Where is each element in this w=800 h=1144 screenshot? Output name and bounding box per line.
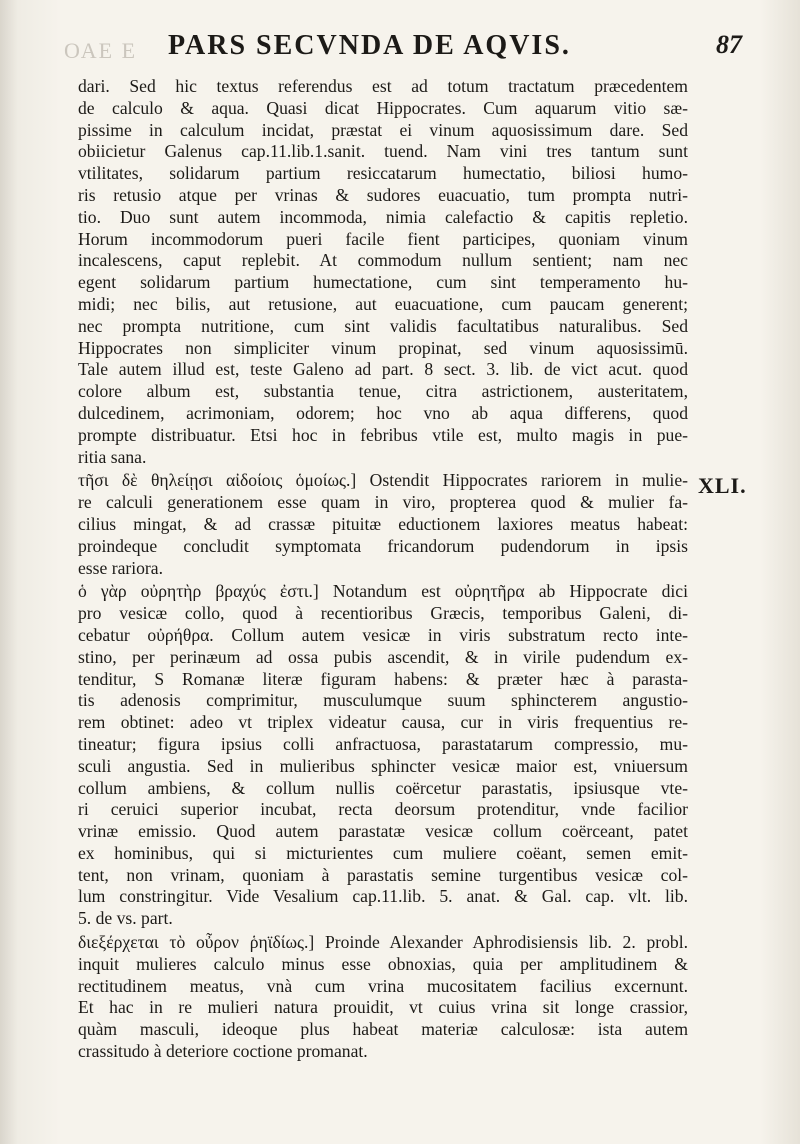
- text-line: incalescens, caput replebit. At commodum nullum sentient; nam nec: [78, 250, 688, 271]
- margin-section-number: XLI.: [698, 473, 747, 498]
- text-line: ex hominibus, qui si micturientes cum muliere coëant, semen emit-: [78, 842, 688, 863]
- running-head: PARS SECVNDA DE AQVIS.: [168, 30, 571, 61]
- text-line: Hippocrates non simpliciter vinum propinat, sed vinum aquosissimū.: [78, 337, 688, 358]
- text-line: tis adenosis comprimitur, musculumque suum sphincterem angustio-: [78, 690, 688, 711]
- text-line: τῆσι δὲ θηλείῃσι αἰδοίοις ὁμοίως.] Ostendit Hippocrates rariorem in mulie-: [78, 470, 688, 491]
- page-number: 87: [716, 30, 742, 59]
- text-line: de calculo & aqua. Quasi dicat Hippocrates. Cum aquarum vitio sæ-: [78, 97, 688, 118]
- text-line: re calculi generationem esse quam in viro, propterea quod & mulier fa-: [78, 492, 688, 513]
- paragraph: [78, 470, 688, 579]
- text-line: obiicietur Galenus cap.11.lib.1.sanit. tuend. Nam vini tres tantum sunt: [78, 141, 688, 162]
- text-line: quàm masculi, ideoque plus habeat materiæ calculosæ: ista autem: [78, 1019, 688, 1040]
- text-line: dulcedinem, acrimoniam, odorem; hoc vno ab aqua differens, quod: [78, 402, 688, 423]
- text-line: sculi angustia. Sed in mulieribus sphincter vesicæ maior est, vniuersum: [78, 755, 688, 776]
- text-line: pro vesicæ collo, quod à recentioribus Græcis, temporibus Galeni, di-: [78, 603, 688, 624]
- text-line: dari. Sed hic textus referendus est ad totum tractatum præcedentem: [78, 76, 688, 96]
- paragraph: [78, 76, 688, 468]
- text-line: ri ceruici superior incubat, recta deorsum protenditur, vnde facilior: [78, 799, 688, 820]
- text-body: [78, 76, 688, 1065]
- text-line: midi; nec bilis, aut retusione, aut euacuatione, cum paucam generent;: [78, 293, 688, 314]
- text-line: vrinæ emissio. Quod autem parastatæ vesicæ collum coërceant, patet: [78, 821, 688, 842]
- bleed-through-text: ОАЕ Е: [64, 38, 138, 63]
- text-line: tent, non vrinam, quoniam à parastatis semine turgentibus vesicæ col-: [78, 864, 688, 885]
- text-line: Tale autem illud est, teste Galeno ad part. 8 sect. 3. lib. de vict acut. quod: [78, 359, 688, 380]
- text-line: cilius mingat, & ad crassæ pituitæ eductionem laxiores meatus habeat:: [78, 513, 688, 534]
- text-line: proindeque concludit symptomata fricandorum pudendorum in ipsis: [78, 535, 688, 556]
- text-line: prompte distribuatur. Etsi hoc in febribus vtile est, multo magis in pue-: [78, 424, 688, 445]
- text-line: rectitudinem meatus, vnà cum vrina mucositatem facilius excernunt.: [78, 975, 688, 996]
- text-line: lum constringitur. Vide Vesalium cap.11.lib. 5. anat. & Gal. cap. vlt. lib.: [78, 886, 688, 907]
- text-line: διεξέρχεται τὸ οὖρον ῥηϊδίως.] Proinde Alexander Aphrodisiensis lib. 2. probl.: [78, 932, 688, 953]
- text-line: pissime in calculum incidat, præstat ei vinum aquosissimum dare. Sed: [78, 119, 688, 140]
- page-header: [60, 30, 760, 72]
- text-line: Horum incommodorum pueri facile fient participes, quoniam vinum: [78, 228, 688, 249]
- text-line: ritia sana.: [78, 446, 147, 467]
- text-line: colore album est, substantia tenue, citra astrictionem, austeritatem,: [78, 381, 688, 402]
- text-line: stino, per perinæum ad ossa pubis ascendit, & in virile pudendum ex-: [78, 646, 688, 667]
- text-line: tineatur; figura ipsius colli anfractuosa, parastatarum compressio, mu-: [78, 733, 688, 754]
- paragraph: [78, 581, 688, 930]
- paragraph: [78, 932, 688, 1063]
- text-line: esse rariora.: [78, 557, 163, 578]
- text-line: vtilitates, solidarum partium resiccatarum humectatio, biliosi humo-: [78, 163, 688, 184]
- text-line: tenditur, S Romanæ literæ figuram habens: & præter hæc à parasta-: [78, 668, 688, 689]
- text-line: crassitudo à deteriore coctione promanat.: [78, 1041, 368, 1062]
- text-line: ris retusio atque per vrinas & sudores euacuatio, tum prompta nutri-: [78, 184, 688, 205]
- text-line: collum ambiens, & collum nullis coërcetur parastatis, ipsiusque vte-: [78, 777, 688, 798]
- text-line: cebatur οὐρήθρα. Collum autem vesicæ in viris substratum recto inte-: [78, 624, 688, 645]
- text-line: 5. de vs. part.: [78, 908, 173, 929]
- text-line: ὁ γὰρ οὐρητὴρ βραχύς ἐστι.] Notandum est οὐρητῆρα ab Hippocrate dici: [78, 581, 688, 602]
- text-line: rem obtinet: adeo vt triplex videatur causa, cur in viris frequentius re-: [78, 712, 688, 733]
- text-line: egent solidarum partium humectatione, cum sint temperamento hu-: [78, 272, 688, 293]
- text-line: nec prompta nutritione, cum sint validis facultatibus naturalibus. Sed: [78, 315, 688, 336]
- text-line: tio. Duo sunt autem incommoda, nimia calefactio & capitis repletio.: [78, 206, 688, 227]
- text-line: inquit mulieres calculo minus esse obnoxias, quia per amplitudinem &: [78, 953, 688, 974]
- text-line: Et hac in re mulieri natura prouidit, vt cuius vrina sit longe crassior,: [78, 997, 688, 1018]
